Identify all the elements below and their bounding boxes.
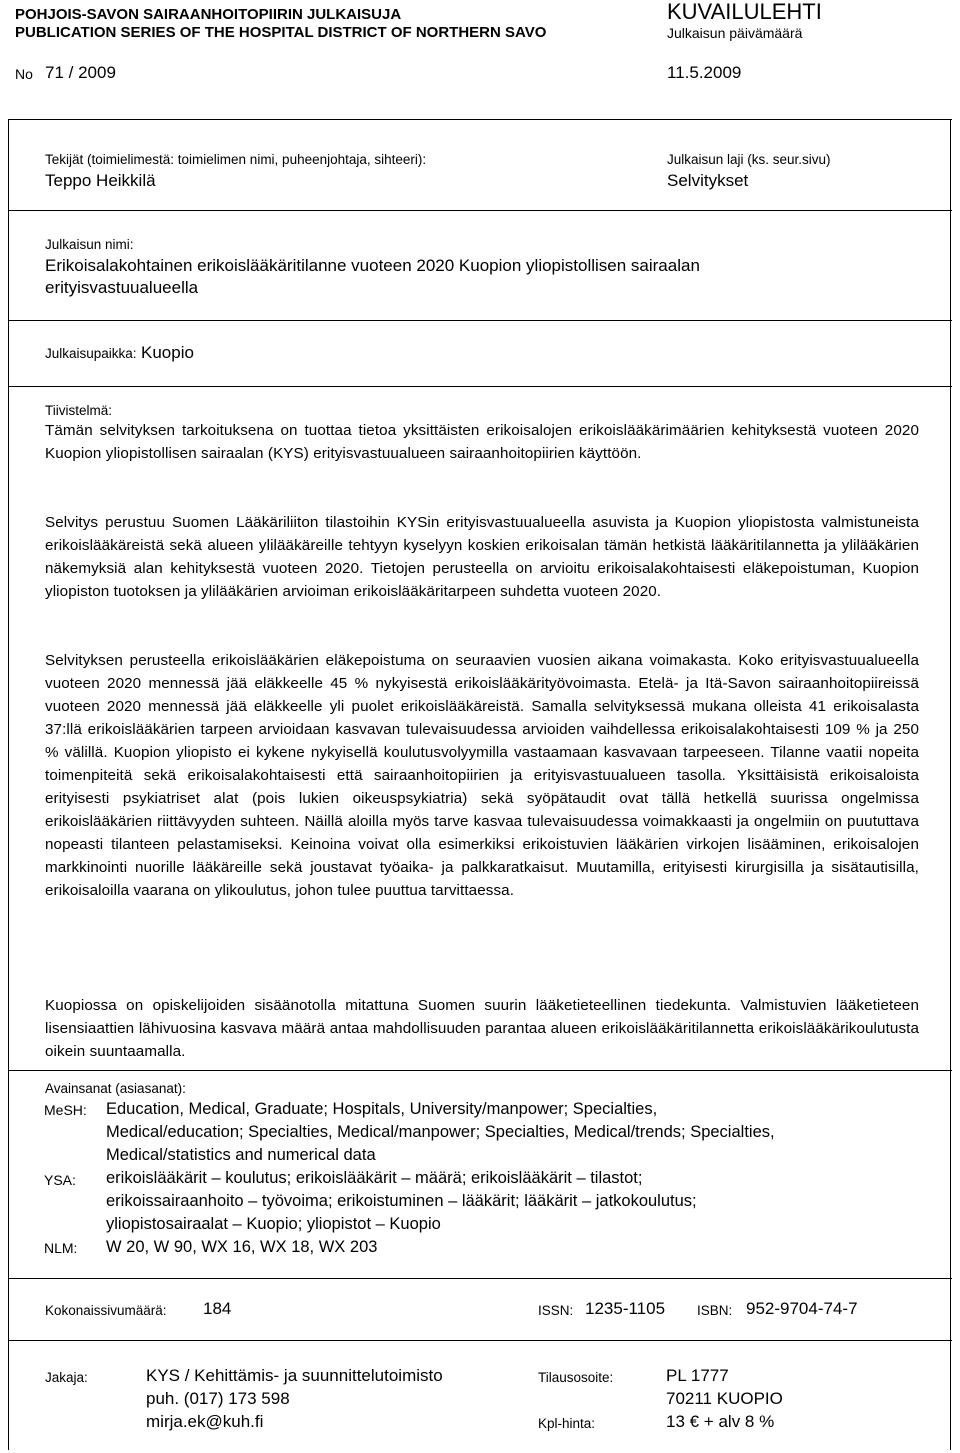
price-value: 13 € + alv 8 % — [666, 1412, 775, 1431]
issn-label: ISSN: — [538, 1303, 574, 1318]
divider — [8, 1070, 952, 1071]
mesh-line-1: Education, Medical, Graduate; Hospitals, University/manpower; Specialties, — [106, 1100, 658, 1118]
abstract-paragraph-2: Selvitys perustuu Suomen Lääkäriliiton tilastoihin KYSin erityisvastuualueella asuvista ja Kuopion yliopistosta valmistuneista erikoislääkäreistä sekä alueen ylilääkäreille tehtyyn kyselyyn koskien erikoisalan tämän hetkistä lääkäritilannetta ja ylilääkärien näkemyksiä alan kehityksestä vuoteen 2020. Tietojen perusteella on arvioitu erikoisalakohtaisesti eläkepoistuman, Kuopion yliopiston tuotoksen ja ylilääkärien arvioiman erikoislääkäritarpeen suhdetta vuoteen 2020. — [45, 514, 919, 600]
pages-value: 184 — [203, 1299, 232, 1318]
ysa-label: YSA: — [44, 1172, 76, 1188]
distributor-label: Jakaja: — [45, 1370, 88, 1385]
divider — [8, 1278, 952, 1279]
abstract-label: Tiivistelmä: — [45, 403, 113, 418]
abstract-paragraph-3: Selvityksen perusteella erikoislääkärien eläkepoistuma on seuraavien vuosien aikana voimakasta. Koko erityisvastuualueella vuoteen 2020 mennessä jää eläkkeelle 45 % nykyisestä erikoislääkärityövoimasta. Etelä- ja Itä-Savon sairaanhoitopiireissä vuoteen 2020 mennessä jää eläkkeelle yli puolet erikoislääkäreistä. Samalla selvityksessä mukana olleista 41 erikoisalasta 37:llä erikoislääkärien tarpeen arvioidaan kasvavan tulevaisuudessa arvioiden vaihdellessa erikoisalakohtaisesti 109 % ja 250 % välillä. Kuopion yliopisto ei kykene nykyisellä koulutusvolyymilla vastaamaan kasvavaan tarpeeseen. Tilanne vaatii nopeita toimenpiteitä sekä erikoisalakohtaisesti että sairaanhoitopiirien ja erityisvastuualueen tasolla. Yksittäisistä erikoisaloista erityisesti psykiatriset alat (pois lukien oikeuspsykiatria) sekä syöpätaudit ovat tällä hetkellä suurissa ongelmissa erikoislääkärien riittävyyden suhteen. Näillä aloilla myös tarve kasvaa tulevaisuudessa voimakkaasti ja ongelmiin on puututtava nopeasti tilanteen pelastamiseksi. Keinoina voivat olla esimerkiksi erikoistuvien lääkärien virkojen lisääminen, erikoisalojen markkinointi nuorille lääkäreille sekä joustavat työaika- ja palkkaratkaisut. Muutamilla, erityisesti kirurgisilla ja sisätautisilla, erikoisaloilla vaarana on ylikoulutus, johon tulee puuttua tarvittaessa. — [45, 652, 919, 899]
nlm-label: NLM: — [44, 1240, 78, 1256]
series-title-fi: POHJOIS-SAVON SAIRAANHOITOPIIRIN JULKAISUJA — [15, 6, 402, 23]
order-address-label: Tilausosoite: — [538, 1370, 614, 1385]
divider — [8, 320, 952, 321]
issn-value: 1235-1105 — [585, 1299, 666, 1318]
series-title-en: PUBLICATION SERIES OF THE HOSPITAL DISTRICT OF NORTHERN SAVO — [15, 24, 547, 41]
place-label: Julkaisupaikka: — [45, 346, 137, 361]
type-label: Julkaisun laji (ks. seur.sivu) — [667, 152, 831, 167]
order-address-line-2: 70211 KUOPIO — [666, 1389, 783, 1408]
title-label: Julkaisun nimi: — [45, 237, 134, 252]
place-row — [45, 343, 194, 363]
nlm-value: W 20, W 90, WX 16, WX 18, WX 203 — [106, 1238, 378, 1256]
title-line-2: erityisvastuualueella — [45, 278, 199, 297]
isbn-label: ISBN: — [697, 1303, 733, 1318]
mesh-label: MeSH: — [44, 1102, 87, 1118]
distributor-line-1: KYS / Kehittämis- ja suunnittelutoimisto — [146, 1366, 443, 1385]
distributor-phone: puh. (017) 173 598 — [146, 1389, 290, 1408]
divider — [8, 210, 952, 211]
title-line-1: Erikoisalakohtainen erikoislääkäritilanne vuoteen 2020 Kuopion yliopistollisen sairaalan — [45, 256, 700, 275]
keywords-label: Avainsanat (asiasanat): — [45, 1081, 186, 1096]
abstract-paragraph-1: Tämän selvityksen tarkoituksena on tuottaa tietoa yksittäisten erikoisalojen erikoislääkärimäärien kehityksestä vuoteen 2020 Kuopion yliopistollisen sairaalan (KYS) erityisvastuualueen sairaanhoitopiirien käyttöön. — [45, 422, 919, 462]
ysa-line-2: erikoissairaanhoito – työvoima; erikoistuminen – lääkärit; lääkärit – jatkokoulutus; — [106, 1192, 697, 1210]
divider — [8, 1340, 952, 1341]
divider — [8, 386, 952, 387]
authors-value: Teppo Heikkilä — [45, 171, 156, 190]
distributor-email[interactable]: mirja.ek@kuh.fi — [146, 1412, 264, 1431]
authors-label: Tekijät (toimielimestä: toimielimen nimi, puheenjohtaja, sihteeri): — [45, 152, 427, 167]
pages-label: Kokonaissivumäärä: — [45, 1303, 167, 1318]
number-label: No — [15, 66, 33, 82]
date-label: Julkaisun päivämäärä — [667, 25, 803, 41]
isbn-value: 952-9704-74-7 — [746, 1299, 858, 1318]
mesh-line-2: Medical/education; Specialties, Medical/manpower; Specialties, Medical/trends; Specialties, — [106, 1123, 775, 1141]
ysa-line-3: yliopistosairaalat – Kuopio; yliopistot – Kuopio — [106, 1215, 441, 1233]
divider — [8, 119, 952, 120]
order-address-line-1: PL 1777 — [666, 1366, 729, 1385]
abstract-paragraph-4: Kuopiossa on opiskelijoiden sisäänotolla mitattuna Suomen suurin lääketieteellinen tiedekunta. Valmistuvien lääketieteen lisensiaattien lähivuosina kasvava määrä antaa mahdollisuuden parantaa alueen erikoislääkäritilannetta erikoislääkärikoulutusta oikein suuntaamalla. — [45, 997, 919, 1060]
type-value: Selvitykset — [667, 171, 749, 190]
mesh-line-3: Medical/statistics and numerical data — [106, 1146, 376, 1164]
ysa-line-1: erikoislääkärit – koulutus; erikoislääkärit – määrä; erikoislääkärit – tilastot; — [106, 1169, 643, 1187]
document-type: KUVAILULEHTI — [667, 0, 822, 24]
place-value: Kuopio — [141, 343, 194, 362]
price-label: Kpl-hinta: — [538, 1416, 596, 1431]
publication-date: 11.5.2009 — [667, 63, 742, 82]
publication-number: 71 / 2009 — [45, 63, 116, 82]
